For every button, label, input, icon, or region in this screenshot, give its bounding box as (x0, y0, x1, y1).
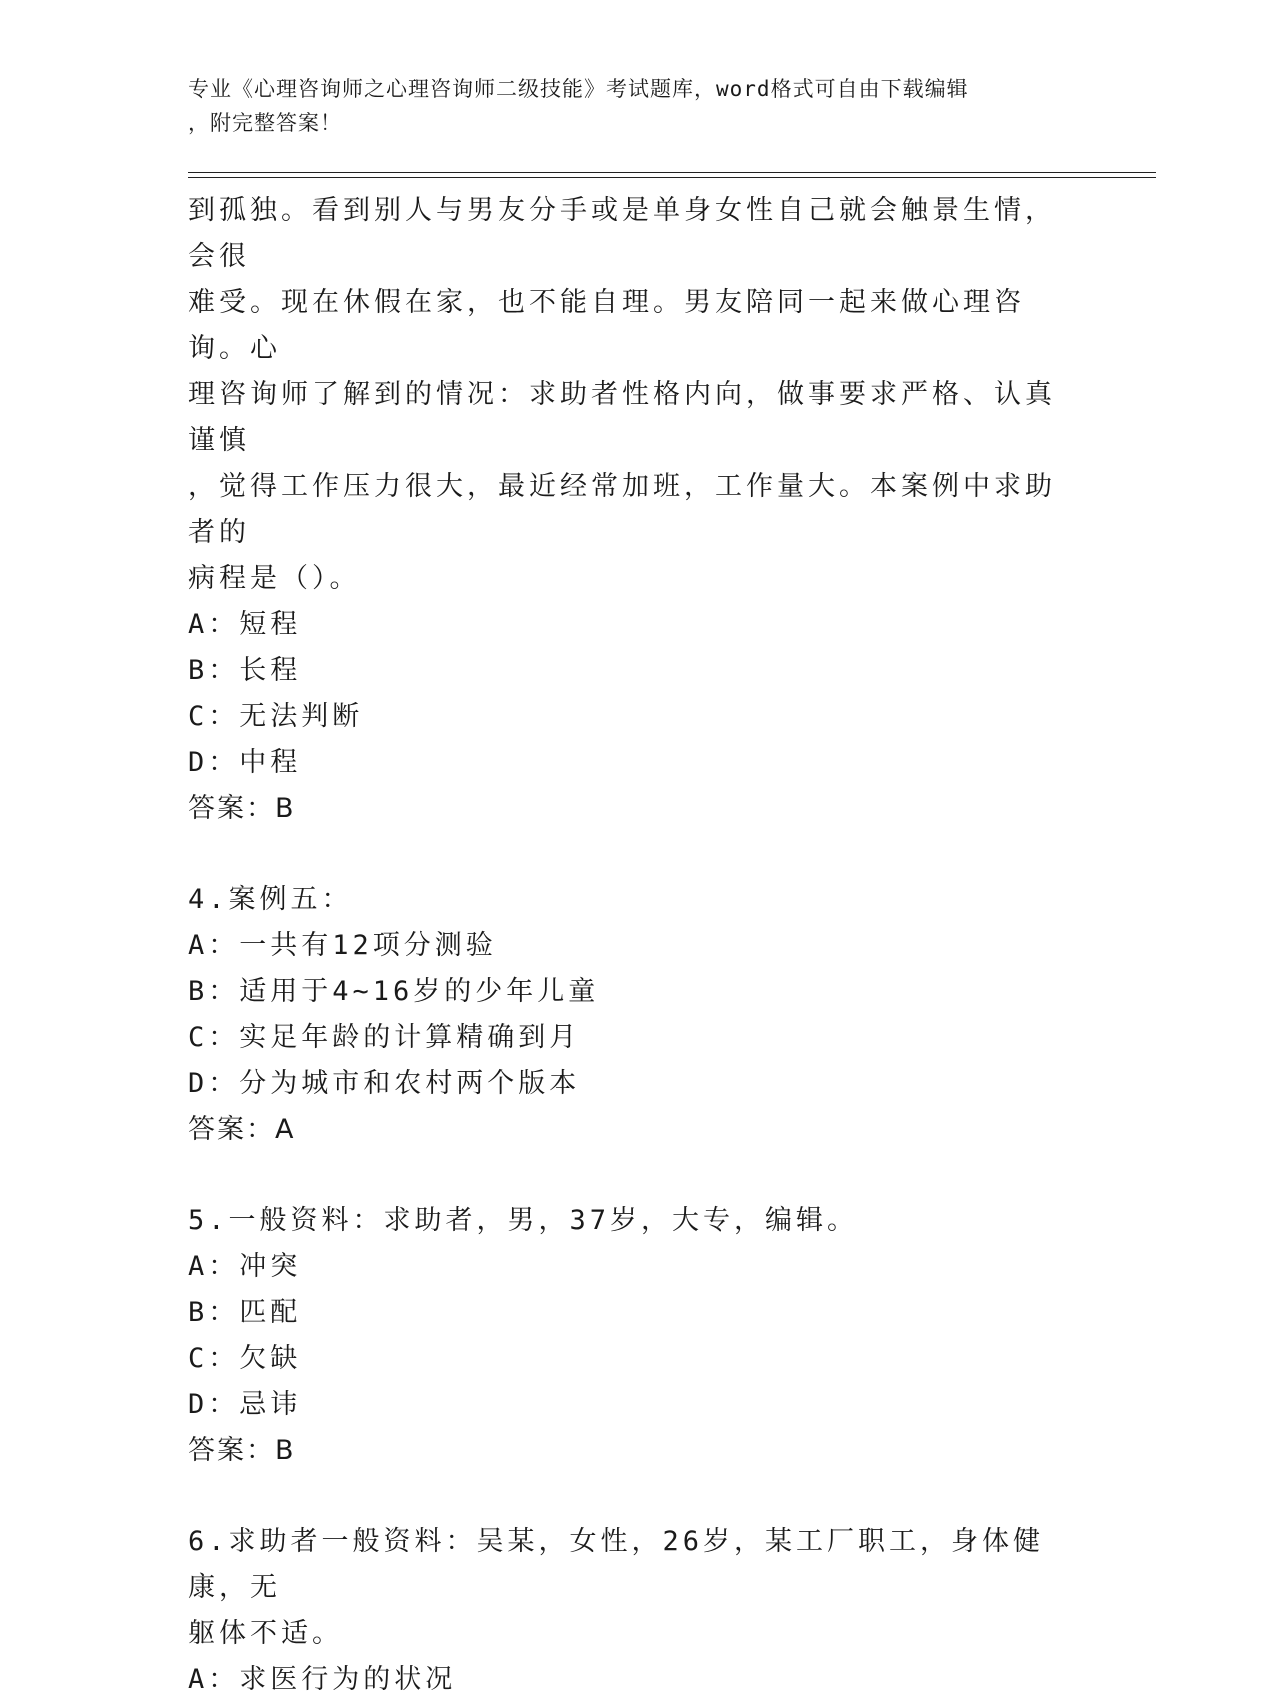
question-stem-line: 5.一般资料：求助者，男，37岁，大专，编辑。 (188, 1205, 859, 1236)
question-stem-line: 难受。现在休假在家，也不能自理。男友陪同一起来做心理咨询。心 (188, 287, 1025, 364)
header-rule-bottom (188, 177, 1156, 178)
answer-label: 答案：B (188, 793, 296, 824)
option-d: D：分为城市和农村两个版本 (188, 1068, 581, 1099)
question-stem-line: ，觉得工作压力很大，最近经常加班，工作量大。本案例中求助者的 (188, 471, 1056, 548)
question-content (188, 188, 1068, 1703)
option-c: C：实足年龄的计算精确到月 (188, 1022, 581, 1053)
option-a: A：冲突 (188, 1251, 302, 1282)
option-b: B：适用于4~16岁的少年儿童 (188, 976, 600, 1007)
question-stem-line: 病程是（）。 (188, 563, 361, 594)
question-6 (188, 1519, 1068, 1703)
option-b: B：长程 (188, 655, 302, 686)
question-stem-line: 理咨询师了解到的情况：求助者性格内向，做事要求严格、认真谨慎 (188, 379, 1056, 456)
question-stem-line: 躯体不适。 (188, 1618, 343, 1649)
option-a: A：短程 (188, 609, 302, 640)
option-a: A：求医行为的状况 (188, 1664, 457, 1695)
question-stem-line: 到孤独。看到别人与男友分手或是单身女性自己就会触景生情，会很 (188, 195, 1056, 272)
question-3 (188, 188, 1068, 832)
page-header (188, 72, 1068, 140)
option-c: C：欠缺 (188, 1343, 302, 1374)
header-line-2: ，附完整答案！ (188, 111, 342, 135)
header-rule-top (188, 172, 1156, 173)
answer-label: 答案：A (188, 1114, 296, 1145)
option-d: D：忌讳 (188, 1389, 302, 1420)
option-c: C：无法判断 (188, 701, 364, 732)
question-stem-line: 6.求助者一般资料：吴某，女性，26岁，某工厂职工，身体健康，无 (188, 1526, 1045, 1603)
option-b: B：匹配 (188, 1297, 302, 1328)
question-5 (188, 1198, 1068, 1474)
option-a: A：一共有12项分测验 (188, 930, 497, 961)
option-d: D：中程 (188, 747, 302, 778)
question-stem-line: 4.案例五： (188, 884, 353, 915)
answer-label: 答案：B (188, 1435, 296, 1466)
header-line-1: 专业《心理咨询师之心理咨询师二级技能》考试题库，word格式可自由下载编辑 (188, 77, 969, 101)
question-4 (188, 877, 1068, 1153)
